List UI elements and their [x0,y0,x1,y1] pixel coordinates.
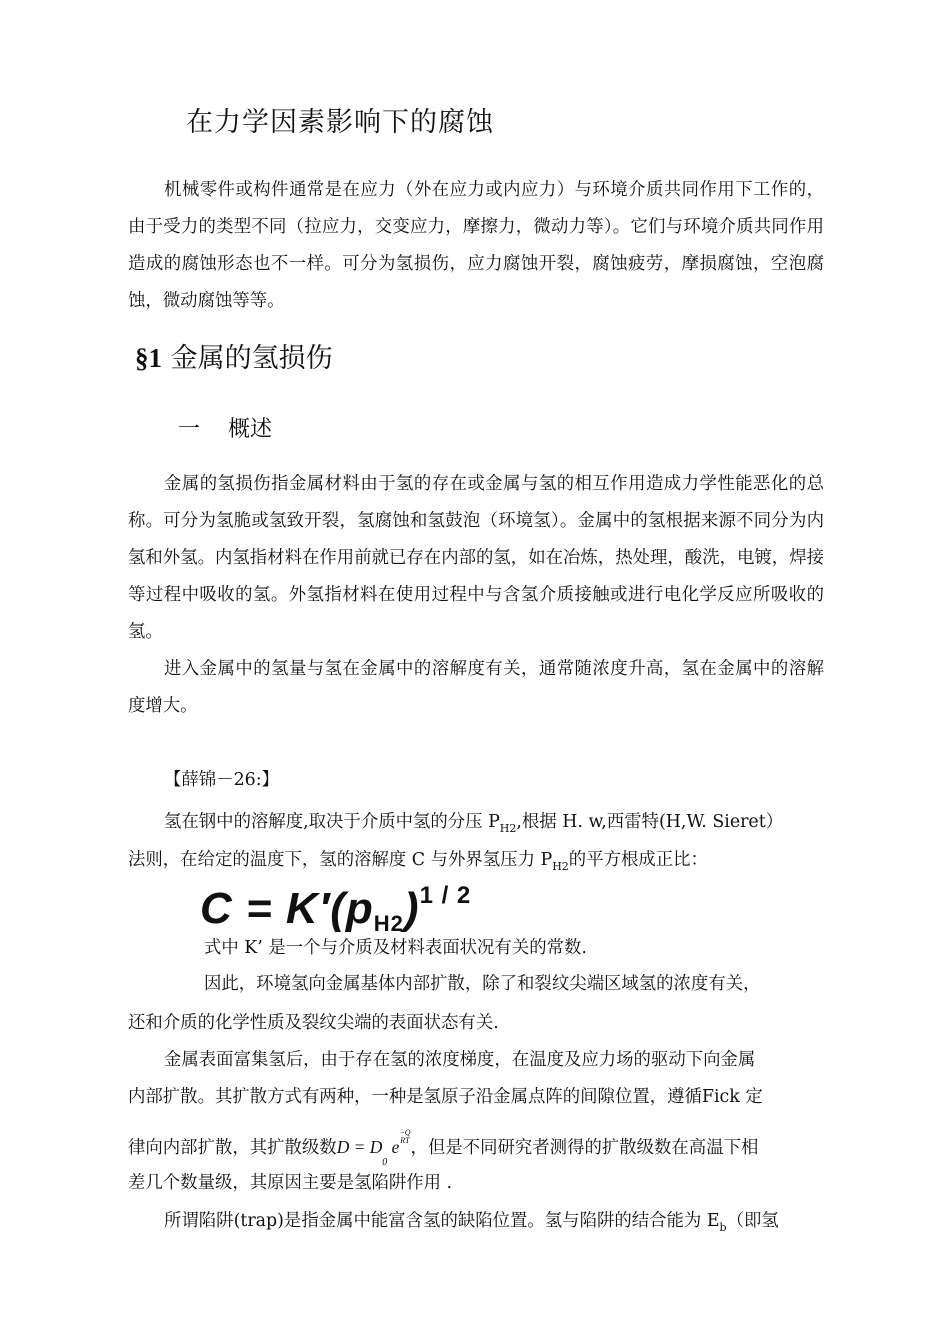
formula-explanation: 式中 K’ 是一个与介质及材料表面状况有关的常数. [204,938,587,958]
math-exponent [399,1129,410,1145]
diffusion-formula [336,1128,411,1168]
math-subscript: 0 [382,1157,388,1168]
subsection-number: 一 [178,417,201,442]
formula-main: C = K′(p [200,884,374,933]
formula-subscript: H2 [373,911,404,936]
text-span: ，但是不同研究者测得的扩散级数在高温下相 [410,1138,759,1158]
paragraph-sieverts-line2 [128,845,708,882]
formula-paren: ) [403,884,420,933]
paragraph-fick-line1: 金属表面富集氢后，由于存在氢的浓度梯度，在温度及应力场的驱动下向金属 [164,1050,756,1070]
intro-paragraph: 机械零件或构件通常是在应力（外在应力或内应力）与环境介质共同作用下工作的，由于受力的类型不同（拉应力，交变应力，摩擦力，微动力等）。它们与环境介质共同作用造成的腐蚀形态也不一样。可分为氢损伤，应力腐蚀开裂，腐蚀疲劳，摩损腐蚀，空泡腐蚀，微动腐蚀等等。 [128,180,824,311]
paragraph-overview: 金属的氢损伤指金属材料由于氢的存在或金属与氢的相互作用造成力学性能恶化的总称。可分为氢脆或氢致开裂，氢腐蚀和氢鼓泡（环境氢）。金属中的氢根据来源不同分为内氢和外氢。内氢指材料在作用前就已存在内部的氢，如在冶炼，热处理，酸洗，电镀，焊接等过程中吸收的氢。外氢指材料在使用过程中与含氢介质接触或进行电化学反应所吸收的氢。 [128,474,824,642]
text-span: 律向内部扩散，其扩散级数 [128,1138,337,1158]
text-span: 法则，在给定的温度下，氢的溶解度 C 与外界氢压力 P [128,850,553,870]
math-lhs: D = D [336,1137,383,1157]
subsection-heading [178,412,272,443]
text-span: 氢在钢中的溶解度,取决于介质中氢的分压 P [164,812,500,832]
paragraph-sieverts-line1 [164,807,783,844]
math-numerator: Q [404,1128,411,1137]
reference-note: 【薛锦－26:】 [164,770,279,790]
paragraph-solubility: 进入金属中的氢量与氢在金属中的溶解度有关，通常随浓度升高，氢在金属中的溶解度增大。 [128,659,824,716]
page-title: 在力学因素影响下的腐蚀 [186,107,494,138]
math-e: e [391,1137,400,1157]
paragraph-diffusion-line2: 还和介质的化学性质及裂纹尖端的表面状态有关. [128,1013,499,1033]
subsection-title: 概述 [228,417,273,442]
paragraph-diffusion-line1: 因此，环境氢向金属基体内部扩散，除了和裂纹尖端区域氢的浓度有关， [204,974,761,994]
sieverts-formula [200,882,471,937]
paragraph-fick-line2: 内部扩散。其扩散方式有两种，一种是氢原子沿金属点阵的间隙位置，遵循Fick 定 [128,1087,763,1107]
math-denominator: RT [400,1136,410,1145]
text-span: （即氢 [726,1211,779,1231]
section-number: §1 [135,343,162,373]
section-title: 金属的氢损伤 [170,343,333,374]
math-minus: − [399,1128,405,1137]
formula-exponent: 1 / 2 [419,882,472,909]
subscript: b [719,1221,727,1234]
text-span: ,根据 H. w,西雷特(H,W. Sieret） [516,812,784,832]
paragraph-trap [164,1206,779,1243]
text-span: 所谓陷阱(trap)是指金属中能富含氢的缺陷位置。氢与陷阱的结合能为 E [164,1211,720,1231]
subscript: H2 [552,860,569,873]
section-heading [135,336,333,375]
subscript: H2 [499,822,517,835]
paragraph-fick-line4: 差几个数量级，其原因主要是氢陷阱作用 . [128,1173,453,1193]
text-span: 的平方根成正比： [568,850,708,870]
